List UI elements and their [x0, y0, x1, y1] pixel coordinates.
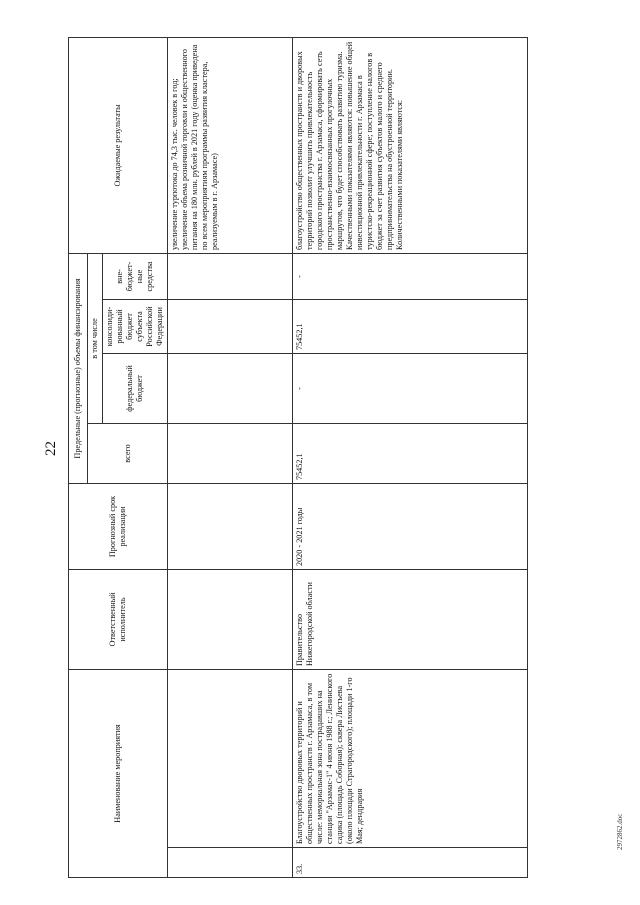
header-financing-group: Предельные (прогнозные) объемы финансирования — [69, 253, 88, 483]
header-extrabudget: вне-бюджет-ные средства — [103, 253, 168, 299]
header-federal: федеральный бюджет — [103, 354, 168, 424]
header-total: всего — [88, 424, 168, 484]
row-results: благоустройство общественных пространств и дворовых территорий позволит улучшить привлекательность городского пространства г. Арзамаса, сформировать сеть пространственно-взаимосвязанных прогулочных маршрутов, что будет способствовать развитию туризма. Качественными показателями являются: повышение общей инвестиционной привлекательности г. Арзамаса в туристско-рекреационной сфере; поступление налогов в бюджет за счет развития субъектов малого и среднего предпринимательства на обустроенной территории. Количественными показателями являются: — [293, 37, 528, 253]
row-number: 33. — [293, 848, 528, 878]
row-total: 75452,1 — [293, 424, 528, 484]
header-consolidated: консолиди-рованный бюджет субъекта Российской Федерации — [103, 300, 168, 354]
header-executor: Ответственный исполнитель — [69, 570, 168, 670]
row-name: Благоустройство дворовых территорий и общественных пространств г. Арзамаса, в том числе: мемориальная зона пострадавших на станции "Арзамас-1" 4 июня 1988 г.; Ленинского садика (площадь Соборная); сквера Листьева (около площади Страгородского); площади 1-го Мая; дендрария — [293, 670, 528, 848]
row-consolidated: 75452,1 — [293, 300, 528, 354]
header-results: Ожидаемые результаты — [69, 37, 168, 253]
header-name: Наименование мероприятия — [69, 670, 168, 878]
document-file-code: 2972862.doc — [616, 813, 624, 850]
header-including: в том числе — [88, 253, 103, 423]
table-row — [293, 37, 528, 877]
header-row-1 — [69, 37, 88, 877]
row-executor: Правительство Нижегородской области — [293, 570, 528, 670]
measures-table — [68, 37, 528, 878]
row-term: 2020 - 2021 годы — [293, 484, 528, 570]
continuation-results: увеличение турпотока до 74,3 тыс. человек в год; увеличение объема розничной торговли и общественного питания на 180 млн. рублей в 2021 году (оценка приведена по всем мероприятиям программы развития кластера, реализуемым в г. Арзамасе) — [168, 37, 293, 253]
header-term: Прогнозный срок реализации — [69, 484, 168, 570]
row-federal: - — [293, 354, 528, 424]
row-extrabudget: - — [293, 253, 528, 299]
continuation-row — [168, 37, 293, 877]
rotated-table-container — [68, 38, 624, 878]
page-number: 22 — [43, 441, 59, 456]
